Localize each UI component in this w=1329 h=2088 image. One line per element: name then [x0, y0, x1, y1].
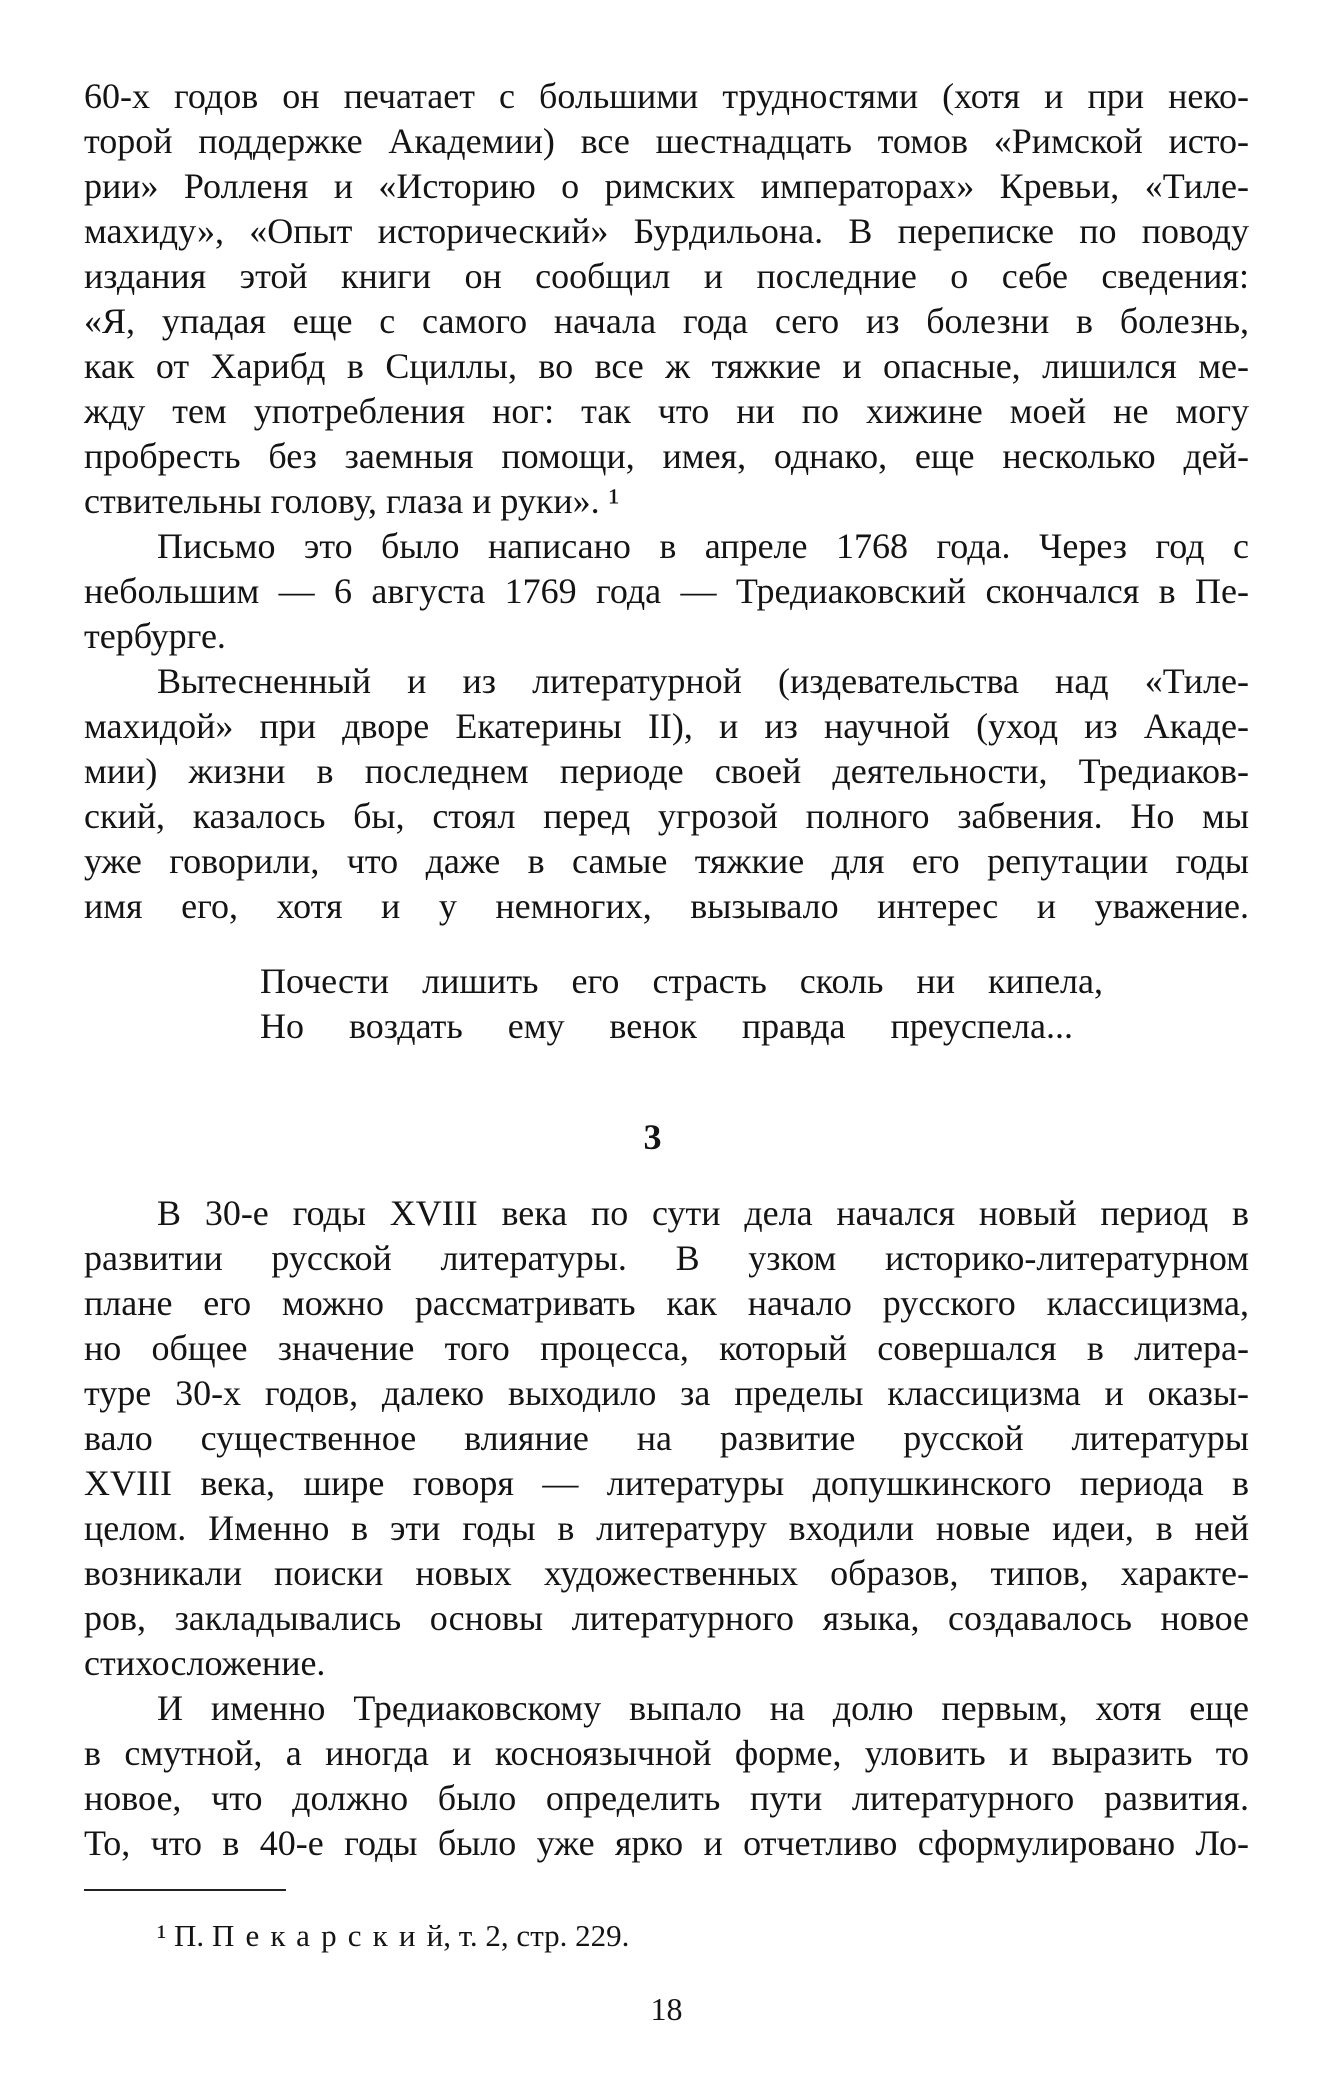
text-line: уже говорили, что даже в самые тяжкие для его репутации годы [84, 841, 1249, 881]
text-line: торой поддержке Академии) все шестнадцать томов «Римской исто- [84, 121, 1249, 161]
text-line: 60-х годов он печатает с большими трудностями (хотя и при неко- [84, 76, 1249, 116]
text-line: ский, казалось бы, стоял перед угрозой полного забвения. Но мы [84, 796, 1249, 836]
verse-line: Почести лишить его страсть сколь ни кипела, [260, 961, 1103, 1001]
text-line: жду тем употребления ног: так что ни по хижине моей не могу [84, 391, 1249, 431]
footnote-citation: , т. 2, стр. 229. [443, 1918, 630, 1953]
text-line: То, что в 40-е годы было уже ярко и отчетливо сформулировано Ло- [84, 1823, 1249, 1863]
text-line: целом. Именно в эти годы в литературу входили новые идеи, в ней [84, 1508, 1249, 1548]
text-line: ствительны голову, глаза и руки». ¹ [84, 481, 620, 521]
text-line: плане его можно рассматривать как начало русского классицизма, [84, 1283, 1249, 1323]
text-line: рии» Ролленя и «Историю о римских императорах» Кревьи, «Тиле- [84, 166, 1249, 206]
text-line: махиду», «Опыт исторический» Бурдильона. В переписке по поводу [84, 211, 1249, 251]
text-line: издания этой книги он сообщил и последние о себе сведения: [84, 256, 1249, 296]
text-line: как от Харибд в Сциллы, во все ж тяжкие и опасные, лишился ме- [84, 346, 1249, 386]
footnote-marker: ¹ [157, 1918, 167, 1953]
footnote-author-surname: Пекарский [211, 1918, 455, 1953]
text-line: Письмо это было написано в апреле 1768 года. Через год с [157, 526, 1249, 566]
text-line: но общее значение того процесса, который совершался в литера- [84, 1328, 1249, 1368]
paragraph [84, 1191, 1249, 1686]
text-line: пробресть без заемныя помощи, имея, однако, еще несколько дей- [84, 436, 1249, 476]
text-line: мии) жизни в последнем периоде своей деятельности, Тредиаков- [84, 751, 1249, 791]
paragraph [84, 524, 1249, 659]
text-line: вало существенное влияние на развитие русской литературы [84, 1418, 1249, 1458]
footnote [157, 1916, 629, 1956]
text-line: И именно Тредиаковскому выпало на долю первым, хотя еще [157, 1688, 1249, 1728]
page-number: 18 [650, 1991, 683, 2027]
paragraph [84, 659, 1249, 929]
text-line: в смутной, а иногда и косноязычной форме, уловить и выразить то [84, 1733, 1249, 1773]
text-line: В 30-е годы XVIII века по сути дела начался новый период в [157, 1193, 1249, 1233]
text-line: «Я, упадая еще с самого начала года сего из болезни в болезнь, [84, 301, 1249, 341]
text-line: возникали поиски новых художественных образов, типов, характе- [84, 1553, 1249, 1593]
paragraph [84, 1686, 1249, 1866]
verse-line: Но воздать ему венок правда преуспела... [260, 1006, 1073, 1046]
text-line: имя его, хотя и у немногих, вызывало интерес и уважение. [84, 886, 1249, 926]
section-number: 3 [643, 1117, 662, 1157]
text-line: Вытесненный и из литературной (издевательства над «Тиле- [157, 661, 1249, 701]
text-line: новое, что должно было определить пути литературного развития. [84, 1778, 1249, 1818]
text-line: XVIII века, шире говоря — литературы допушкинского периода в [84, 1463, 1249, 1503]
text-line: махидой» при дворе Екатерины II), и из научной (уход из Акаде- [84, 706, 1249, 746]
footnote-divider [84, 1889, 286, 1891]
text-line: тербурге. [84, 616, 226, 656]
text-line: развитии русской литературы. В узком историко-литературном [84, 1238, 1249, 1278]
footnote-author-initial: П. [174, 1918, 205, 1953]
text-line: небольшим — 6 августа 1769 года — Тредиаковский скончался в Пе- [84, 571, 1249, 611]
text-line: стихосложение. [84, 1643, 326, 1683]
verse-quotation [260, 959, 1103, 1049]
text-line: туре 30-х годов, далеко выходило за пределы классицизма и оказы- [84, 1373, 1249, 1413]
paragraph [84, 74, 1249, 524]
text-line: ров, закладывались основы литературного языка, создавалось новое [84, 1598, 1249, 1638]
